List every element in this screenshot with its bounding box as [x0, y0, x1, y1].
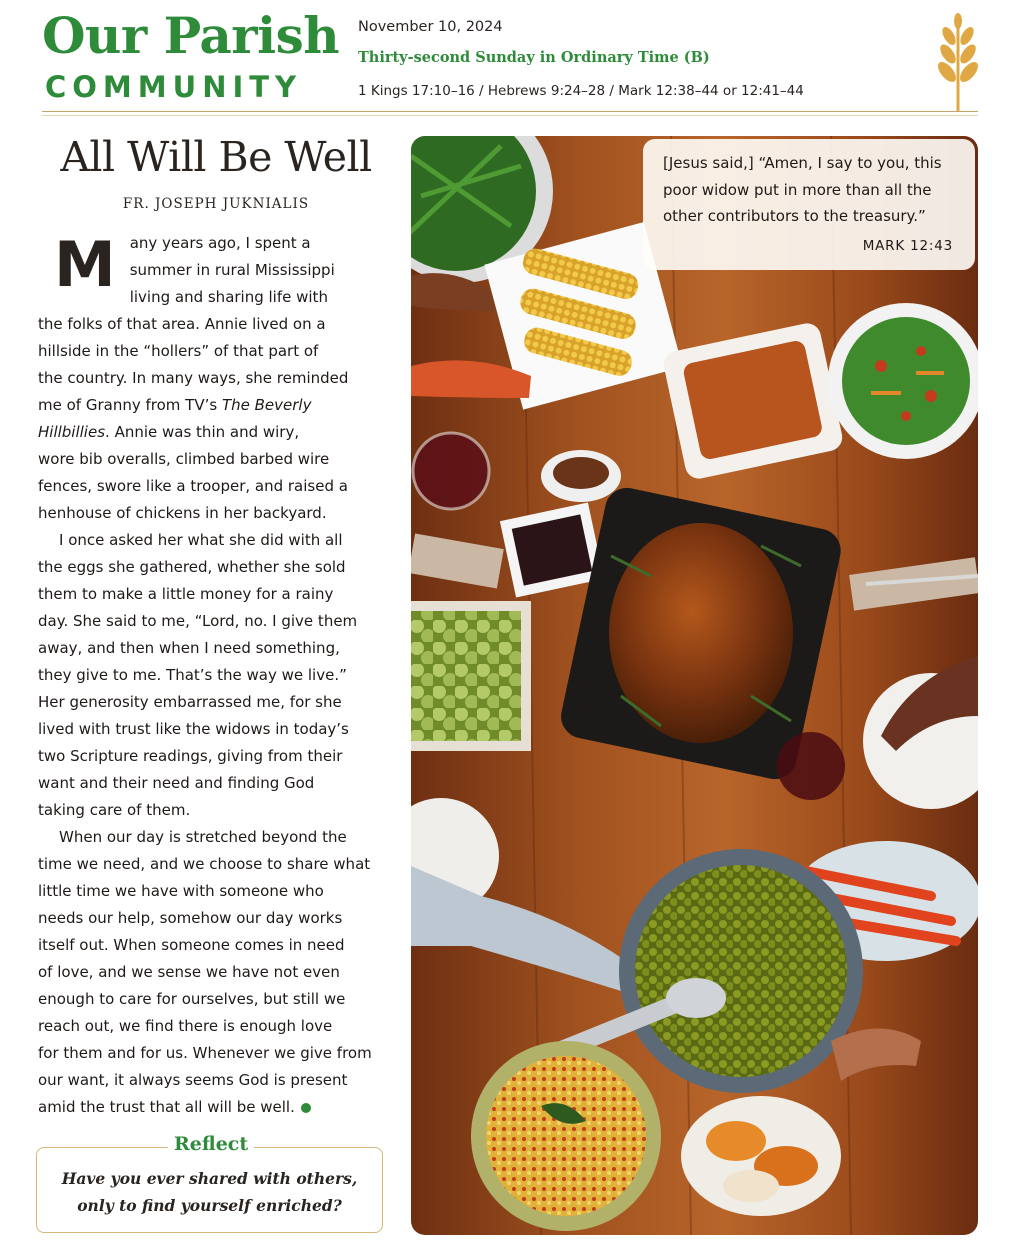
- quote-line: other contributors to the treasury.”: [663, 207, 926, 225]
- text-line: needs our help, somehow our day works: [38, 909, 343, 927]
- reflect-label: Reflect: [168, 1133, 254, 1155]
- text-run: me of Granny from TV’s: [38, 396, 222, 414]
- article-title: All Will Be Well: [60, 133, 372, 181]
- masthead-logo: [42, 6, 342, 110]
- text-run: . Annie was thin and wiry,: [105, 423, 300, 441]
- feast-table-illustration: [411, 136, 978, 1235]
- article-byline: FR. JOSEPH JUKNIALIS: [122, 196, 310, 212]
- article-body: [38, 230, 388, 1121]
- text-line: [38, 419, 388, 446]
- text-line: them to make a little money for a rainy: [38, 585, 334, 603]
- end-mark-icon: [301, 1103, 311, 1113]
- text-line: hillside in the “hollers” of that part of: [38, 342, 319, 360]
- feast-table-photo: [411, 136, 978, 1235]
- question-line: only to find yourself enriched?: [77, 1196, 342, 1215]
- show-title: Hillbillies: [38, 423, 106, 441]
- quote-line: poor widow put in more than all the: [663, 180, 932, 199]
- text-line: of love, and we sense we have not even: [38, 963, 340, 981]
- reflect-question: [46, 1165, 373, 1219]
- text-line: time we need, and we choose to share what: [38, 855, 371, 873]
- text-line: they give to me. That’s the way we live.”: [38, 666, 347, 684]
- paragraph-1: [38, 230, 388, 527]
- header-divider: [42, 111, 978, 112]
- masthead-subtitle: COMMUNITY: [45, 70, 303, 104]
- text-line: Her generosity embarrassed me, for she: [38, 693, 342, 711]
- header-divider-thin: [42, 115, 978, 116]
- text-line: [38, 392, 388, 419]
- paragraph-2: [38, 527, 388, 824]
- drop-cap: M: [54, 228, 116, 301]
- liturgical-sunday: Thirty-second Sunday in Ordinary Time (B): [358, 49, 710, 66]
- wheat-icon: [930, 12, 986, 114]
- text-line: fences, swore like a trooper, and raised a: [38, 477, 348, 495]
- text-line: henhouse of chickens in her backyard.: [38, 504, 327, 522]
- text-line: I once asked her what she did with all: [59, 531, 343, 549]
- text-line: away, and then when I need something,: [38, 639, 340, 657]
- show-title: The Beverly: [221, 396, 312, 414]
- text-line: the folks of that area. Annie lived on a: [38, 315, 326, 333]
- text-line: our want, it always seems God is present: [38, 1071, 348, 1089]
- text-line: When our day is stretched beyond the: [59, 828, 347, 846]
- text-line: living and sharing life with: [129, 288, 328, 306]
- paragraph-3: [38, 824, 388, 1121]
- masthead-title: Our Parish: [42, 6, 340, 65]
- issue-date: November 10, 2024: [358, 19, 503, 35]
- question-line: Have you ever shared with others,: [61, 1169, 358, 1188]
- scripture-quote: [663, 150, 963, 230]
- text-line: reach out, we find there is enough love: [38, 1017, 333, 1035]
- text-line: taking care of them.: [38, 801, 191, 819]
- text-line: wore bib overalls, climbed barbed wire: [38, 450, 330, 468]
- text-line: little time we have with someone who: [38, 882, 324, 900]
- text-line: enough to care for ourselves, but still we: [38, 990, 346, 1008]
- text-line: for them and for us. Whenever we give from: [38, 1044, 372, 1062]
- text-line: any years ago, I spent a: [129, 234, 311, 252]
- text-line: the country. In many ways, she reminded: [38, 369, 349, 387]
- text-line: want and their need and finding God: [38, 774, 315, 792]
- scripture-citation: MARK 12:43: [862, 238, 953, 254]
- text-line: summer in rural Mississippi: [129, 261, 335, 279]
- text-run: amid the trust that all will be well.: [38, 1098, 295, 1116]
- text-line: the eggs she gathered, whether she sold: [38, 558, 346, 576]
- quote-line: [Jesus said,] “Amen, I say to you, this: [663, 154, 942, 172]
- text-line: day. She said to me, “Lord, no. I give them: [38, 612, 358, 630]
- text-line: itself out. When someone comes in need: [38, 936, 345, 954]
- text-line: lived with trust like the widows in today’s: [38, 720, 349, 738]
- text-line: [38, 1094, 388, 1121]
- scripture-readings: 1 Kings 17:10–16 / Hebrews 9:24–28 / Mark 12:38–44 or 12:41–44: [358, 83, 804, 99]
- text-line: two Scripture readings, giving from their: [38, 747, 343, 765]
